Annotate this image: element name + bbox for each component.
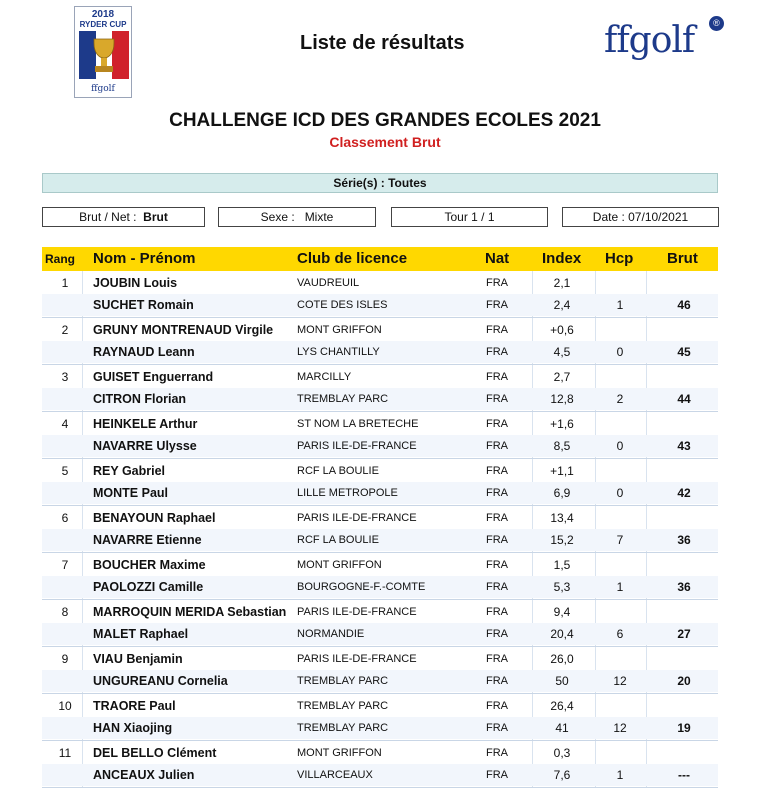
table-row: [42, 742, 718, 764]
player-name: GRUNY MONTRENAUD Virgile: [93, 323, 274, 337]
nat-cell: FRA: [486, 700, 508, 712]
hcp-cell: 1: [616, 580, 624, 594]
col-index: Index: [542, 250, 582, 267]
nat-cell: FRA: [486, 299, 508, 311]
index-cell: 8,5: [553, 439, 571, 453]
index-cell: 41: [555, 721, 569, 735]
hcp-cell: 1: [616, 298, 624, 312]
nat-cell: FRA: [486, 581, 508, 593]
rank-cell: 7: [61, 558, 69, 572]
index-cell: 6,9: [553, 486, 571, 500]
series-bar: Série(s) : Toutes: [42, 173, 718, 193]
tour-filter: Tour 1 / 1: [391, 207, 548, 227]
brut-cell: 45: [677, 345, 691, 359]
player-name: HEINKELE Arthur: [93, 417, 198, 431]
brut-net-label: Brut / Net :: [79, 210, 137, 224]
hcp-cell: 7: [616, 533, 624, 547]
index-cell: +1,1: [550, 464, 574, 478]
brut-cell: 36: [677, 580, 691, 594]
player-name: TRAORE Paul: [93, 699, 176, 713]
club-cell: PARIS ILE-DE-FRANCE: [297, 512, 417, 524]
brut-cell: 19: [677, 721, 691, 735]
col-club: Club de licence: [297, 250, 408, 267]
brut-cell: 44: [677, 392, 691, 406]
player-name: BENAYOUN Raphael: [93, 511, 216, 525]
club-cell: LYS CHANTILLY: [297, 346, 380, 358]
club-cell: MARCILLY: [297, 371, 352, 383]
nat-cell: FRA: [486, 277, 508, 289]
index-cell: 5,3: [553, 580, 571, 594]
table-row: [42, 413, 718, 435]
table-row: [42, 272, 718, 294]
team-group: [42, 506, 718, 553]
logo-brand: ffgolf: [91, 84, 115, 94]
club-cell: NORMANDIE: [297, 628, 365, 640]
team-group: [42, 271, 718, 318]
team-group: [42, 459, 718, 506]
index-cell: 26,4: [550, 699, 574, 713]
table-row: [42, 507, 718, 529]
table-row: [42, 554, 718, 576]
table-row: [42, 482, 718, 504]
club-cell: MONT GRIFFON: [297, 747, 382, 759]
index-cell: 20,4: [550, 627, 574, 641]
player-name: ANCEAUX Julien: [93, 768, 195, 782]
club-cell: TREMBLAY PARC: [297, 700, 389, 712]
team-group: [42, 553, 718, 600]
hcp-cell: 1: [616, 768, 624, 782]
club-cell: MONT GRIFFON: [297, 324, 382, 336]
team-group: [42, 318, 718, 365]
logo-event: RYDER CUP: [79, 20, 127, 29]
rank-cell: 4: [61, 417, 69, 431]
table-row: [42, 764, 718, 786]
team-group: [42, 741, 718, 788]
brut-cell: 42: [677, 486, 691, 500]
nat-cell: FRA: [486, 747, 508, 759]
table-row: [42, 695, 718, 717]
club-cell: COTE DES ISLES: [297, 299, 388, 311]
brut-net-value: Brut: [143, 210, 168, 224]
ranking-subtitle: Classement Brut: [329, 134, 441, 150]
brut-cell: ---: [678, 768, 690, 782]
table-row: [42, 717, 718, 739]
nat-cell: FRA: [486, 722, 508, 734]
rank-cell: 11: [58, 746, 72, 760]
rank-cell: 10: [58, 699, 72, 713]
nat-cell: FRA: [486, 653, 508, 665]
club-cell: PARIS ILE-DE-FRANCE: [297, 653, 417, 665]
index-cell: 1,5: [553, 558, 571, 572]
col-rang: Rang: [45, 252, 75, 266]
index-cell: 9,4: [553, 605, 571, 619]
nat-cell: FRA: [486, 440, 508, 452]
brut-net-filter: [42, 207, 205, 227]
team-group: [42, 365, 718, 412]
index-cell: +1,6: [550, 417, 574, 431]
club-cell: VILLARCEAUX: [297, 769, 373, 781]
nat-cell: FRA: [486, 393, 508, 405]
document-title: Liste de résultats: [300, 32, 465, 54]
brut-cell: 20: [677, 674, 691, 688]
index-cell: +0,6: [550, 323, 574, 337]
brut-cell: 36: [677, 533, 691, 547]
rank-cell: 2: [61, 323, 69, 337]
nat-cell: FRA: [486, 512, 508, 524]
table-header: [42, 247, 718, 271]
ryder-cup-logo: [74, 6, 132, 98]
rank-cell: 9: [61, 652, 69, 666]
player-name: RAYNAUD Leann: [93, 345, 195, 359]
index-cell: 15,2: [550, 533, 574, 547]
club-cell: PARIS ILE-DE-FRANCE: [297, 606, 417, 618]
nat-cell: FRA: [486, 559, 508, 571]
brut-cell: 43: [677, 439, 691, 453]
col-nat: Nat: [485, 250, 510, 267]
results-table: [42, 271, 718, 788]
table-row: [42, 648, 718, 670]
club-cell: BOURGOGNE-F.-COMTE: [297, 581, 426, 593]
nat-cell: FRA: [486, 675, 508, 687]
nat-cell: FRA: [486, 606, 508, 618]
brut-cell: 27: [677, 627, 691, 641]
trophy-flag-icon: [79, 31, 129, 79]
table-row: [42, 366, 718, 388]
player-name: JOUBIN Louis: [93, 276, 178, 290]
table-row: [42, 623, 718, 645]
nat-cell: FRA: [486, 324, 508, 336]
hcp-cell: 12: [613, 674, 627, 688]
hcp-cell: 0: [616, 439, 624, 453]
nat-cell: FRA: [486, 371, 508, 383]
table-row: [42, 319, 718, 341]
index-cell: 2,4: [553, 298, 571, 312]
nat-cell: FRA: [486, 487, 508, 499]
index-cell: 2,1: [553, 276, 571, 290]
player-name: REY Gabriel: [93, 464, 166, 478]
table-row: [42, 576, 718, 598]
club-cell: MONT GRIFFON: [297, 559, 382, 571]
index-cell: 12,8: [550, 392, 574, 406]
player-name: MONTE Paul: [93, 486, 169, 500]
rank-cell: 8: [61, 605, 69, 619]
player-name: BOUCHER Maxime: [93, 558, 206, 572]
col-brut: Brut: [667, 250, 698, 267]
hcp-cell: 2: [616, 392, 624, 406]
rank-cell: 1: [61, 276, 69, 290]
sexe-filter: [218, 207, 376, 227]
nat-cell: FRA: [486, 769, 508, 781]
col-nom: Nom - Prénom: [93, 250, 196, 267]
index-cell: 2,7: [553, 370, 571, 384]
hcp-cell: 6: [616, 627, 624, 641]
index-cell: 50: [555, 674, 569, 688]
nat-cell: FRA: [486, 418, 508, 430]
registered-mark-icon: ®: [709, 16, 724, 31]
player-name: NAVARRE Etienne: [93, 533, 202, 547]
nat-cell: FRA: [486, 534, 508, 546]
hcp-cell: 12: [613, 721, 627, 735]
player-name: VIAU Benjamin: [93, 652, 183, 666]
player-name: UNGUREANU Cornelia: [93, 674, 228, 688]
team-group: [42, 600, 718, 647]
club-cell: LILLE METROPOLE: [297, 487, 398, 499]
index-cell: 26,0: [550, 652, 574, 666]
player-name: MALET Raphael: [93, 627, 189, 641]
club-cell: PARIS ILE-DE-FRANCE: [297, 440, 417, 452]
table-row: [42, 294, 718, 316]
club-cell: RCF LA BOULIE: [297, 534, 379, 546]
team-group: [42, 412, 718, 459]
player-name: DEL BELLO Clément: [93, 746, 217, 760]
nat-cell: FRA: [486, 628, 508, 640]
brut-cell: 46: [677, 298, 691, 312]
table-row: [42, 529, 718, 551]
player-name: SUCHET Romain: [93, 298, 194, 312]
team-group: [42, 694, 718, 741]
date-filter: Date : 07/10/2021: [562, 207, 719, 227]
player-name: NAVARRE Ulysse: [93, 439, 197, 453]
nat-cell: FRA: [486, 346, 508, 358]
player-name: HAN Xiaojing: [93, 721, 173, 735]
player-name: PAOLOZZI Camille: [93, 580, 204, 594]
club-cell: VAUDREUIL: [297, 277, 360, 289]
index-cell: 4,5: [553, 345, 571, 359]
player-name: GUISET Enguerrand: [93, 370, 214, 384]
club-cell: ST NOM LA BRETECHE: [297, 418, 419, 430]
hcp-cell: 0: [616, 486, 624, 500]
table-row: [42, 388, 718, 410]
club-cell: RCF LA BOULIE: [297, 465, 379, 477]
index-cell: 13,4: [550, 511, 574, 525]
hcp-cell: 0: [616, 345, 624, 359]
club-cell: TREMBLAY PARC: [297, 393, 389, 405]
rank-cell: 6: [61, 511, 69, 525]
club-cell: TREMBLAY PARC: [297, 722, 389, 734]
player-name: MARROQUIN MERIDA Sebastian: [93, 605, 287, 619]
index-cell: 7,6: [553, 768, 571, 782]
table-row: [42, 460, 718, 482]
player-name: CITRON Florian: [93, 392, 187, 406]
table-row: [42, 670, 718, 692]
logo-year: 2018: [91, 9, 115, 20]
index-cell: 0,3: [553, 746, 571, 760]
sexe-value: Mixte: [304, 210, 334, 224]
nat-cell: FRA: [486, 465, 508, 477]
team-group: [42, 647, 718, 694]
club-cell: TREMBLAY PARC: [297, 675, 389, 687]
ffgolf-logo: ffgolf: [604, 20, 695, 61]
table-row: [42, 341, 718, 363]
rank-cell: 3: [61, 370, 69, 384]
table-row: [42, 435, 718, 457]
rank-cell: 5: [61, 464, 69, 478]
event-title: CHALLENGE ICD DES GRANDES ECOLES 2021: [169, 110, 601, 131]
table-row: [42, 601, 718, 623]
col-hcp: Hcp: [605, 250, 634, 267]
sexe-label: Sexe :: [260, 210, 295, 224]
